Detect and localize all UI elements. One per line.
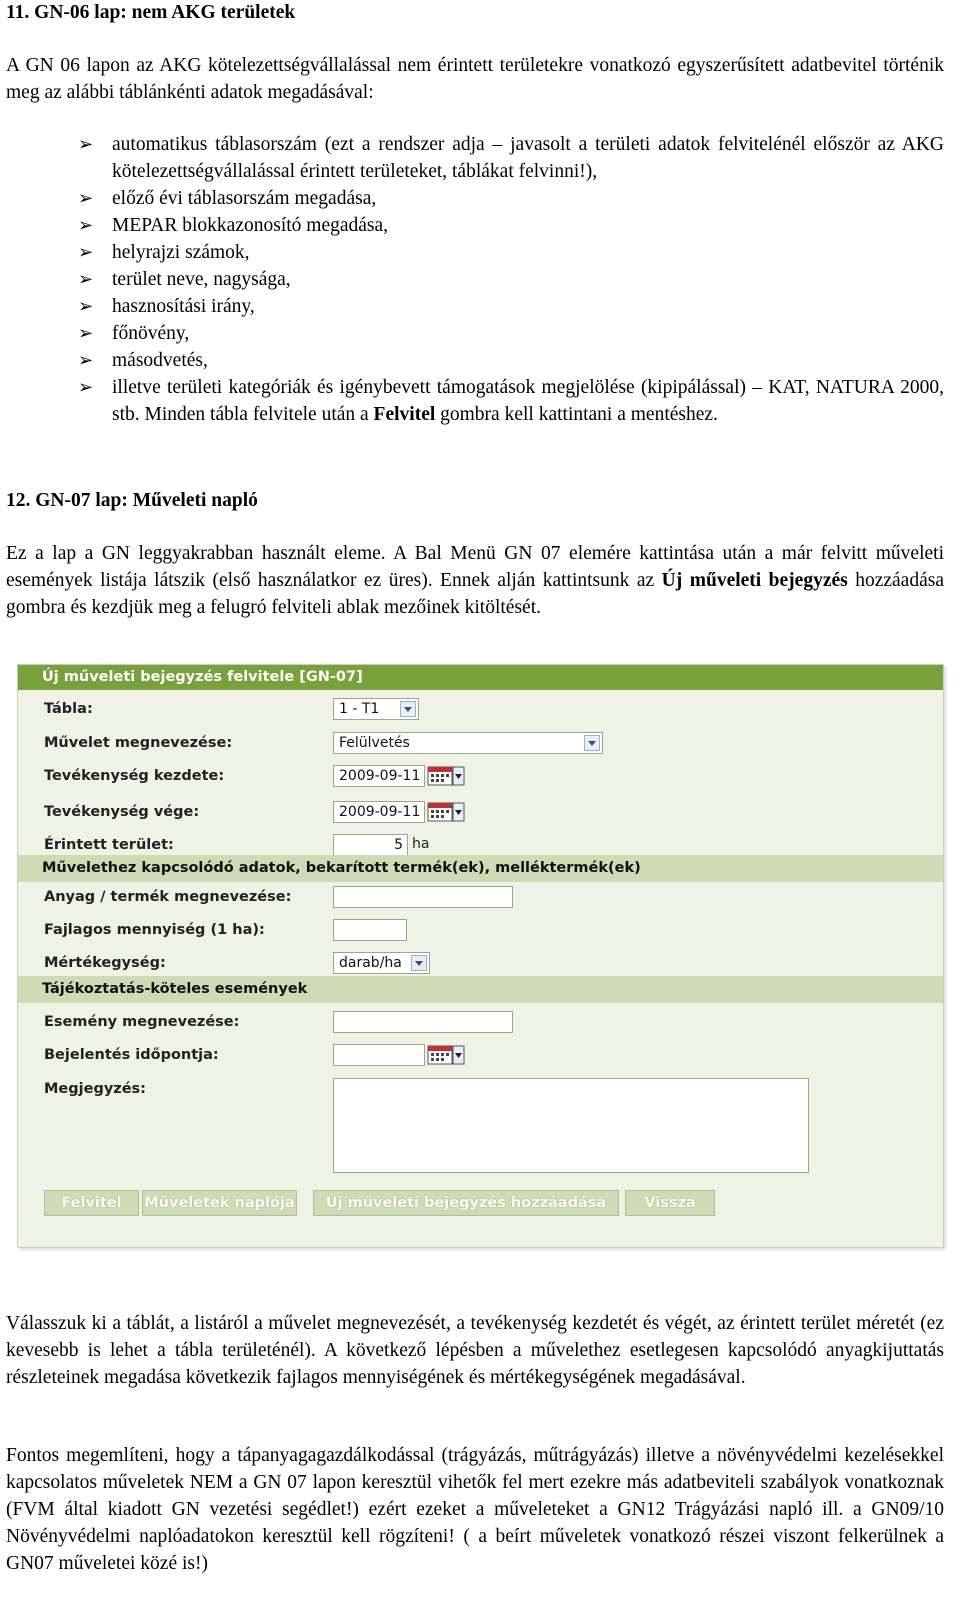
list-item: ➢ hasznosítási irány, <box>6 293 944 320</box>
arrow-bullet-icon: ➢ <box>78 188 94 208</box>
list-item: ➢ automatikus táblasorszám (ezt a rendszer adja – javasolt a területi adatok felvitelénél először az AKG kötelezettségvállalással érintett területeket, táblákat felvinni!), <box>6 131 944 185</box>
add-new-entry-button[interactable]: Új műveleti bejegyzés hozzáadása <box>313 1190 619 1216</box>
muveletek-naploja-button[interactable]: Műveletek naplója <box>142 1190 297 1216</box>
vege-label: Tevékenység vége: <box>44 804 200 820</box>
tabla-select[interactable]: 1 - T1 <box>333 698 419 720</box>
megjegyzes-label: Megjegyzés: <box>44 1081 146 1097</box>
arrow-bullet-icon: ➢ <box>78 350 94 370</box>
muvelet-label: Művelet megnevezése: <box>44 735 233 751</box>
vege-date-input[interactable]: 2009-09-11 <box>333 801 425 823</box>
arrow-bullet-icon: ➢ <box>78 134 94 154</box>
arrow-bullet-icon: ➢ <box>78 296 94 316</box>
section-tajekoztatas: Tájékoztatás-köteles események <box>18 976 943 1003</box>
list-item: ➢ főnövény, <box>6 320 944 347</box>
section-11-intro: A GN 06 lapon az AKG kötelezettségvállalással nem érintett területekre vonatkozó egyszerűsített adatbevitel történik meg az alábbi táblánkénti adatok megadásával: <box>6 55 944 103</box>
chevron-down-icon[interactable] <box>584 735 600 751</box>
paragraph-3: Válasszuk ki a táblát, a listáról a művelet megnevezését, a tevékenység kezdetét és végét, az érintett terület méretét (ez kevesebb is lehet a tábla területénél). A következő lépésben a művelethez esetlegesen kapcsolódó anyagkijuttatás részleteinek megadása következik fajlagos mennyiségének és mértékegységének megadásával. <box>6 1313 944 1388</box>
esemeny-label: Esemény megnevezése: <box>44 1014 240 1030</box>
data-fields-list <box>6 131 944 428</box>
vissza-button[interactable]: Vissza <box>625 1190 715 1216</box>
list-item: ➢ másodvetés, <box>6 347 944 374</box>
calendar-icon[interactable] <box>427 801 465 823</box>
arrow-bullet-icon: ➢ <box>78 215 94 235</box>
erintett-input[interactable]: 5 <box>333 834 408 856</box>
arrow-bullet-icon: ➢ <box>78 269 94 289</box>
muvelet-select[interactable]: Felülvetés <box>333 732 603 754</box>
chevron-down-icon[interactable] <box>400 701 416 717</box>
calendar-icon[interactable] <box>427 765 465 787</box>
new-operation-entry-form <box>17 664 944 1248</box>
list-item: ➢ helyrajzi számok, <box>6 239 944 266</box>
calendar-icon[interactable] <box>427 1044 465 1066</box>
section-12-heading: 12. GN-07 lap: Műveleti napló <box>6 490 258 511</box>
chevron-down-icon[interactable] <box>411 955 427 971</box>
esemeny-input[interactable] <box>333 1011 513 1033</box>
erintett-label: Érintett terület: <box>44 837 174 853</box>
anyag-label: Anyag / termék megnevezése: <box>44 889 292 905</box>
list-item: ➢ MEPAR blokkazonosító megadása, <box>6 212 944 239</box>
fajlagos-input[interactable] <box>333 919 407 941</box>
mertekegyseg-select[interactable]: darab/ha <box>333 952 430 974</box>
arrow-bullet-icon: ➢ <box>78 377 94 397</box>
kezdete-date-input[interactable]: 2009-09-11 <box>333 765 425 787</box>
felvitel-button[interactable]: Felvitel <box>44 1190 139 1216</box>
megjegyzes-textarea[interactable] <box>333 1078 809 1173</box>
section-11-heading: 11. GN-06 lap: nem AKG területek <box>6 2 296 23</box>
anyag-input[interactable] <box>333 886 513 908</box>
bejelentes-date-input[interactable] <box>333 1044 425 1066</box>
section-12-paragraph: Ez a lap a GN leggyakrabban használt eleme. A Bal Menü GN 07 elemére kattintása után a már felvitt műveleti események listája látszik (első használatkor ez üres). Ennek alján kattintsunk az Új műveleti bejegyzés hozzáadása gombra és kezdjük meg a felugró felviteli ablak mezőinek kitöltését. <box>6 543 944 618</box>
list-item: ➢ terület neve, nagysága, <box>6 266 944 293</box>
paragraph-4: Fontos megemlíteni, hogy a tápanyagagazdálkodással (trágyázás, műtrágyázás) illetve a növényvédelmi kezelésekkel kapcsolatos műveletek NEM a GN 07 lapon keresztül vihetők fel mert ezekre más adatbeviteli szabályok vonatkoznak (FVM által kiadott GN vezetési segédlet!) ezért ezeket a műveleteket a GN12 Trágyázási napló ill. a GN09/10 Növényvédelmi naplóadatokon keresztül kell rögzíteni! ( a beírt műveletek vonatkozó részei viszont felkerülnek a GN07 műveletei közé is!) <box>6 1445 944 1574</box>
bejelentes-label: Bejelentés időpontja: <box>44 1047 219 1063</box>
form-title: Új műveleti bejegyzés felvitele [GN-07] <box>18 665 943 690</box>
section-anyag: Művelethez kapcsolódó adatok, bekarított termék(ek), melléktermék(ek) <box>18 855 943 882</box>
list-item: ➢ előző évi táblasorszám megadása, <box>6 185 944 212</box>
kezdete-label: Tevékenység kezdete: <box>44 768 225 784</box>
erintett-unit: ha <box>412 836 430 852</box>
fajlagos-label: Fajlagos mennyiség (1 ha): <box>44 922 265 938</box>
arrow-bullet-icon: ➢ <box>78 323 94 343</box>
list-item: ➢ illetve területi kategóriák és igénybevett támogatások megjelölése (kipipálással) – KAT, NATURA 2000, stb. Minden tábla felvitele után a Felvitel gombra kell kattintani a mentéshez. <box>6 374 944 428</box>
mertekegyseg-label: Mértékegység: <box>44 955 166 971</box>
felvitel-emphasis: Felvitel <box>373 404 436 425</box>
tabla-label: Tábla: <box>44 701 93 717</box>
uj-bejegyzes-emphasis: Új műveleti bejegyzés <box>661 570 848 591</box>
arrow-bullet-icon: ➢ <box>78 242 94 262</box>
